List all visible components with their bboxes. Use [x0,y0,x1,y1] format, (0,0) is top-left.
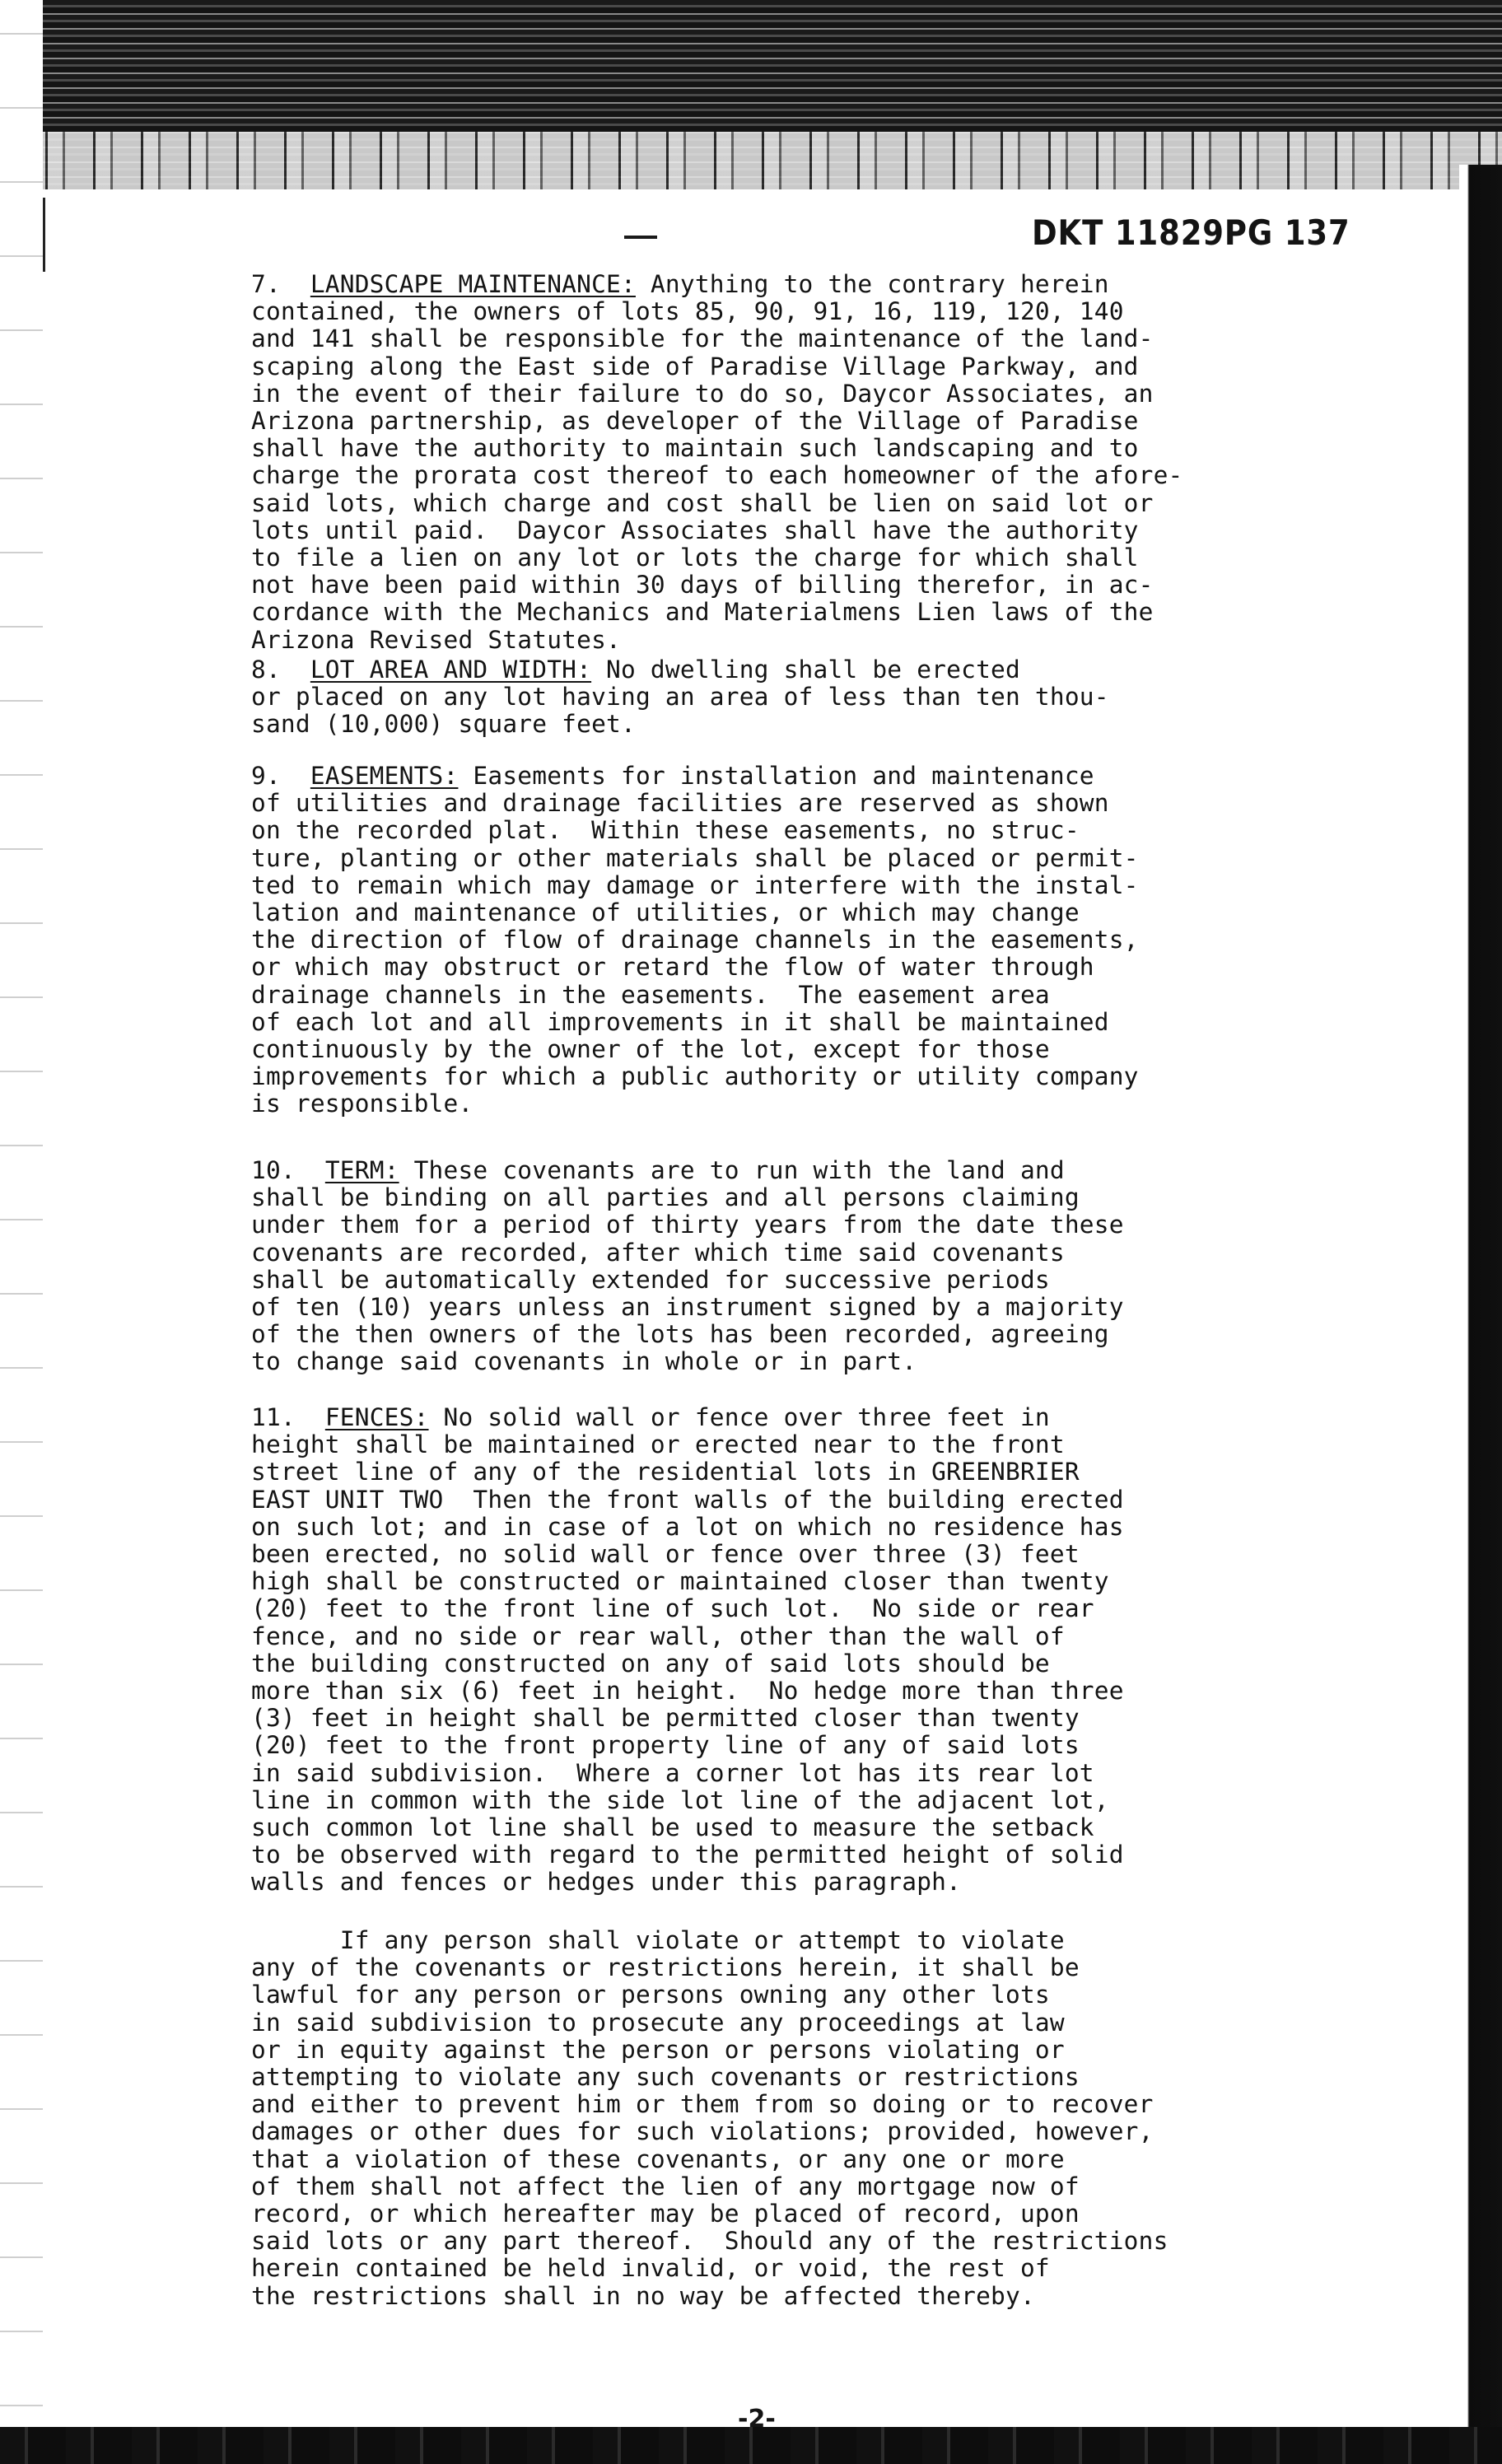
header-dash [624,236,657,239]
text-line: scaping along the East side of Paradise Village Parkway, and [251,352,1139,380]
closing-paragraph [251,1927,1400,2310]
section-first-line [251,1404,1400,1431]
text-line: (20) feet to the front property line of any of said lots [251,1731,1080,1760]
section-landscape-maintenance [251,271,1400,654]
section-lot-area-and-width [251,656,1400,739]
section-number: 8. [251,656,310,684]
text-line: under them for a period of thirty years from the date these [251,1211,1124,1239]
text-line: that a violation of these covenants, or any one or more [251,2144,1065,2173]
scan-border-right [1459,165,1502,2464]
text-line: shall be automatically extended for successive periods [251,1265,1050,1294]
scan-border-top [0,0,1502,189]
document-page [49,189,1449,2434]
text-line: or placed on any lot having an area of less than ten thou- [251,683,1109,712]
docket-reference: DKT 11829PG 137 [1032,212,1350,253]
text-line: and either to prevent him or them from so doing or to recover [251,2090,1154,2119]
text-line: to be observed with regard to the permitted height of solid [251,1841,1124,1869]
text-line: such common lot line shall be used to measure the setback [251,1813,1094,1842]
text-line: (20) feet to the front line of such lot. No side or rear [251,1594,1094,1623]
text-line: continuously by the owner of the lot, except for those [251,1035,1050,1064]
text-line: and 141 shall be responsible for the maintenance of the land- [251,324,1154,353]
text-line: lawful for any person or persons owning any other lots [251,1981,1050,2009]
text-line: high shall be constructed or maintained closer than twenty [251,1567,1109,1596]
text-line: ture, planting or other materials shall be placed or permit- [251,843,1139,872]
section-text: No dwelling shall be erected [591,656,1020,684]
text-line: said lots or any part thereof. Should any of the restrictions [251,2227,1168,2256]
text-line: line in common with the side lot line of the adjacent lot, [251,1785,1109,1814]
section-term [251,1157,1400,1376]
section-text: No solid wall or fence over three feet in [428,1403,1050,1431]
section-text: Easements for installation and maintenance [458,762,1094,790]
section-text: Anything to the contrary herein [635,270,1109,298]
text-line: (3) feet in height shall be permitted closer than twenty [251,1704,1080,1733]
text-line: of the then owners of the lots has been recorded, agreeing [251,1320,1109,1349]
text-line: sand (10,000) square feet. [251,710,636,739]
scan-border-left [0,0,43,2464]
text-line: attempting to violate any such covenants or restrictions [251,2063,1080,2092]
section-number: 10. [251,1156,325,1184]
text-line: or in equity against the person or persons violating or [251,2035,1065,2064]
text-line: been erected, no solid wall or fence over three (3) feet [251,1540,1080,1569]
text-line: charge the prorata cost thereof to each homeowner of the afore- [251,461,1183,490]
section-first-line [251,271,1400,298]
text-line: any of the covenants or restrictions herein, it shall be [251,1953,1080,1982]
margin-mark [43,198,45,272]
text-line: the direction of flow of drainage channels in the easements, [251,926,1139,954]
section-heading: FENCES: [324,1403,429,1431]
section-heading: EASEMENTS: [310,762,459,790]
text-line: said lots, which charge and cost shall be lien on said lot or [251,488,1154,517]
text-line: Arizona Revised Statutes. [251,625,622,654]
text-line: of them shall not affect the lien of any mortgage now of [251,2172,1080,2200]
text-line: in said subdivision to prosecute any proceedings at law [251,2008,1065,2037]
section-heading: LANDSCAPE MAINTENANCE: [310,270,636,298]
text-line: lation and maintenance of utilities, or which may change [251,898,1080,927]
text-line: covenants are recorded, after which time said covenants [251,1238,1065,1267]
text-line: in the event of their failure to do so, Daycor Associates, an [251,379,1154,408]
text-line: contained, the owners of lots 85, 90, 91, 16, 119, 120, 140 [251,297,1124,326]
text-line: the restrictions shall in no way be affected thereby. [251,2281,1035,2310]
section-first-line [251,656,1400,684]
text-line: lots until paid. Daycor Associates shall have the authority [251,516,1139,544]
text-line: record, or which hereafter may be placed of record, upon [251,2200,1080,2228]
text-line: or which may obstruct or retard the flow of water through [251,953,1094,982]
text-line: improvements for which a public authority or utility company [251,1062,1139,1091]
text-line: to change said covenants in whole or in part. [251,1347,917,1376]
text-line: shall be binding on all parties and all persons claiming [251,1183,1080,1212]
text-line: drainage channels in the easements. The easement area [251,980,1050,1009]
text-line: height shall be maintained or erected near to the front [251,1430,1065,1459]
text-line: the building constructed on any of said lots should be [251,1649,1050,1678]
text-line: Arizona partnership, as developer of the Village of Paradise [251,407,1139,436]
section-heading: TERM: [324,1156,399,1184]
text-line: fence, and no side or rear wall, other than the wall of [251,1622,1065,1650]
section-heading: LOT AREA AND WIDTH: [310,656,592,684]
text-line: cordance with the Mechanics and Materialmens Lien laws of the [251,598,1154,627]
text-line: herein contained be held invalid, or void, the rest of [251,2254,1050,2283]
section-easements [251,763,1400,1118]
section-fences [251,1404,1400,1897]
section-first-line [251,1157,1400,1184]
text-line: to file a lien on any lot or lots the charge for which shall [251,544,1139,572]
text-line: If any person shall violate or attempt to violate [251,1926,1065,1954]
text-line: not have been paid within 30 days of billing therefor, in ac- [251,571,1154,600]
text-line: of each lot and all improvements in it shall be maintained [251,1007,1109,1036]
section-number: 9. [251,762,310,790]
text-line: of utilities and drainage facilities are reserved as shown [251,789,1109,818]
text-line: of ten (10) years unless an instrument signed by a majority [251,1293,1124,1322]
text-line: damages or other dues for such violations; provided, however, [251,2117,1154,2146]
text-line: street line of any of the residential lots in GREENBRIER [251,1458,1080,1486]
section-number: 11. [251,1403,325,1431]
text-line: on such lot; and in case of a lot on which no residence has [251,1512,1124,1541]
text-line: in said subdivision. Where a corner lot has its rear lot [251,1758,1094,1787]
text-line: on the recorded plat. Within these easements, no struc- [251,816,1080,845]
text-line: more than six (6) feet in height. No hedge more than three [251,1677,1124,1706]
text-line: is responsible. [251,1090,473,1118]
section-text: These covenants are to run with the land and [399,1156,1065,1184]
text-line: shall have the authority to maintain such landscaping and to [251,434,1139,463]
section-number: 7. [251,270,310,298]
text-line: walls and fences or hedges under this paragraph. [251,1868,962,1897]
page-number: -2- [738,2405,776,2434]
text-line: EAST UNIT TWO Then the front walls of the building erected [251,1485,1124,1514]
section-first-line [251,763,1400,790]
text-line: ted to remain which may damage or interfere with the instal- [251,870,1139,899]
